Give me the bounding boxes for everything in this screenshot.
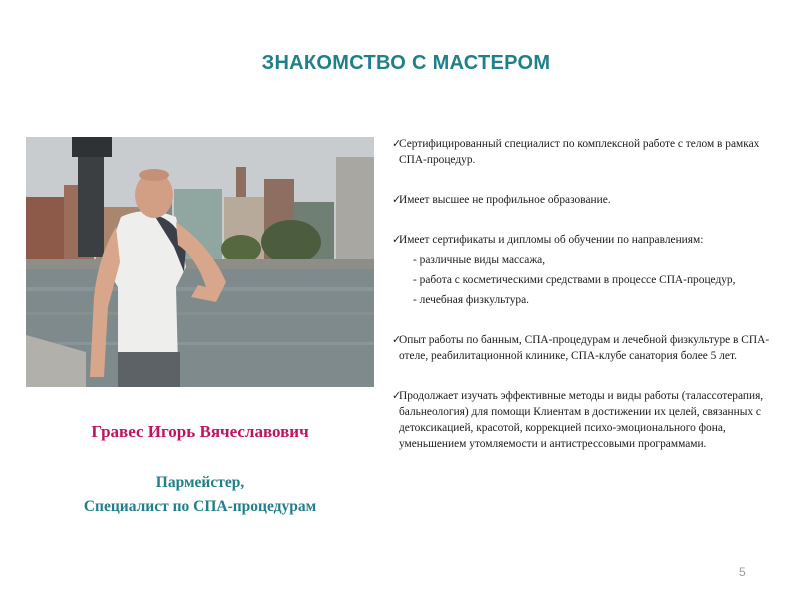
master-role-line2: Специалист по СПА-процедурам [83, 498, 317, 515]
list-subitem: - лечебная физкультура. [413, 294, 530, 306]
list-item: ✓ Продолжает изучать эффективные методы и виды работы (талассотерапия, бальнеология) для помощи Клиентам в достижении их целей, связанных с детоксикацией, красотой, коррекцией психо-эмоционального фона, уменьшением утомляемости и антистрессовыми программами. [392, 390, 764, 450]
list-subitem: - различные виды массажа, [413, 254, 546, 266]
list-item: ✓ Сертифицированный специалист по комплексной работе с телом в рамках СПА-процедур. [392, 138, 760, 166]
checkbox-arrow-bullet-icon: ✓ [392, 334, 402, 346]
list-subitem: - работа с косметическими средствами в процессе СПА-процедур, [413, 274, 736, 286]
page-number: 5 [739, 565, 746, 579]
list-item: ✓ Имеет высшее не профильное образование. [392, 194, 611, 206]
checkbox-arrow-bullet-icon: ✓ [392, 390, 402, 402]
master-name: Гравес Игорь Вячеславович [91, 422, 309, 441]
slide-title: ЗНАКОМСТВО С МАСТЕРОМ [261, 52, 551, 74]
master-photo [26, 137, 374, 387]
qualifications-list [392, 136, 770, 452]
checkbox-arrow-bullet-icon: ✓ [392, 194, 402, 206]
checkbox-arrow-bullet-icon: ✓ [392, 234, 402, 246]
list-item: ✓ Имеет сертификаты и дипломы об обучении по направлениям: [392, 234, 704, 246]
master-role-line1: Пармейстер, [155, 474, 245, 491]
checkbox-arrow-bullet-icon: ✓ [392, 138, 402, 150]
list-item: ✓ Опыт работы по банным, СПА-процедурам и лечебной физкультуре в СПА-отеле, реабилитационной клинике, СПА-клубе санатория более 5 лет. [392, 334, 770, 362]
